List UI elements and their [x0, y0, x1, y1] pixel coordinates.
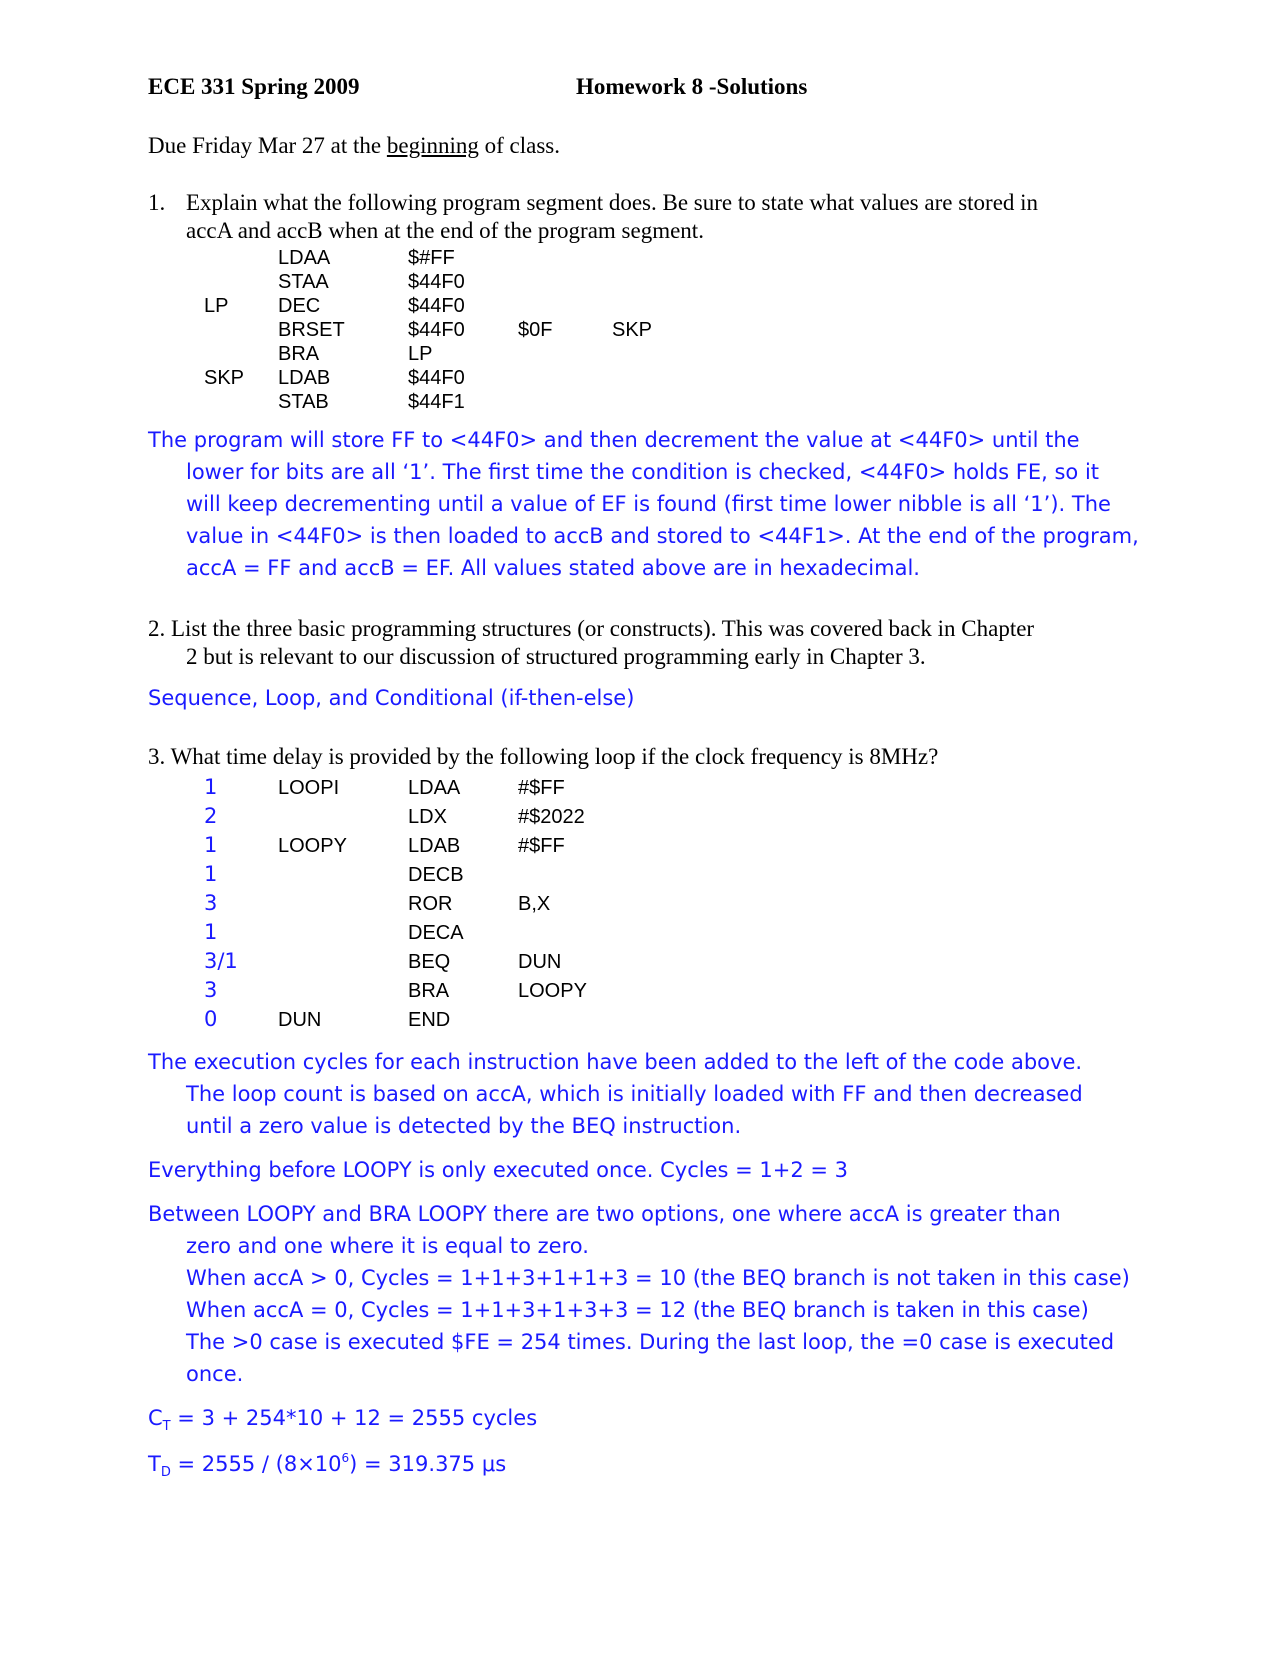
- q3-line1: 3. What time delay is provided by the following loop if the clock frequency is 8MHz?: [148, 744, 939, 769]
- code-arg: SKP: [612, 319, 653, 341]
- code-op: END: [408, 1009, 451, 1031]
- delay-exponent: 6: [341, 1451, 350, 1465]
- code-op: STAA: [278, 271, 329, 293]
- answer-line: The program will store FF to <44F0> and then decrement the value at <44F0> until the: [148, 428, 1080, 452]
- code-op: LDAB: [278, 367, 331, 389]
- cycle-count: 3: [204, 978, 218, 1002]
- answer-line: When accA > 0, Cycles = 1+1+3+1+1+3 = 10 (the BEQ branch is not taken in this case): [186, 1266, 1130, 1290]
- code-op: LDAB: [408, 835, 461, 857]
- due-line: [148, 133, 560, 159]
- answer-line: The execution cycles for each instruction have been added to the left of the code above.: [148, 1050, 1083, 1074]
- cycle-count: 0: [204, 1007, 218, 1031]
- q2-line1: 2. List the three basic programming structures (or constructs). This was covered back in Chapter: [148, 616, 1035, 641]
- answer-line: When accA = 0, Cycles = 1+1+3+1+3+3 = 12 (the BEQ branch is taken in this case): [186, 1298, 1089, 1322]
- course-title: ECE 331 Spring 2009: [148, 74, 360, 99]
- delay-symbol: T: [148, 1452, 161, 1476]
- cycle-count: 3: [204, 891, 218, 915]
- code-op: LDAA: [408, 777, 461, 799]
- cycle-count: 1: [204, 833, 218, 857]
- cycle-count: 3/1: [204, 949, 238, 973]
- page-title: Homework 8 -Solutions: [576, 74, 808, 99]
- code-label: LOOPI: [278, 777, 340, 799]
- code-op: BRA: [278, 343, 320, 365]
- code-label: DUN: [278, 1009, 322, 1031]
- code-arg: $44F0: [408, 271, 465, 293]
- due-after: of class.: [478, 133, 561, 158]
- code-arg: #$FF: [518, 835, 565, 857]
- answer-line: The loop count is based on accA, which is initially loaded with FF and then decreased: [186, 1082, 1083, 1106]
- due-emphasis: beginning: [386, 133, 479, 158]
- answer-line: until a zero value is detected by the BEQ instruction.: [186, 1114, 742, 1138]
- q2-line2: 2 but is relevant to our discussion of structured programming early in Chapter 3.: [186, 644, 926, 669]
- answer-line: accA = FF and accB = EF. All values stated above are in hexadecimal.: [186, 556, 920, 580]
- code-arg: #$FF: [518, 777, 565, 799]
- cycle-count: 2: [204, 804, 218, 828]
- code-arg: $44F0: [408, 319, 465, 341]
- total-subscript: T: [162, 1419, 171, 1434]
- code-arg: #$2022: [518, 806, 585, 828]
- time-delay: [148, 1451, 507, 1480]
- code-arg: LP: [408, 343, 433, 365]
- code-label: SKP: [204, 367, 245, 389]
- code-op: BRA: [408, 980, 450, 1002]
- q1-line1: Explain what the following program segment does. Be sure to state what values are stored in: [186, 190, 1039, 215]
- code-arg: $44F1: [408, 391, 465, 413]
- cycle-count: 1: [204, 775, 218, 799]
- code-op: ROR: [408, 893, 453, 915]
- code-op: DEC: [278, 295, 321, 317]
- q1-number: 1.: [148, 190, 166, 215]
- answer-line: The >0 case is executed $FE = 254 times. During the last loop, the =0 case is executed: [186, 1330, 1115, 1354]
- code-label: LP: [204, 295, 229, 317]
- code-op: DECA: [408, 922, 464, 944]
- code-op: DECB: [408, 864, 464, 886]
- code-arg: $0F: [518, 319, 553, 341]
- answer-line: Everything before LOOPY is only executed once. Cycles = 1+2 = 3: [148, 1158, 849, 1182]
- due-before: Due Friday Mar 27 at the: [148, 133, 387, 158]
- cycle-count: 1: [204, 862, 218, 886]
- code-op: STAB: [278, 391, 329, 413]
- delay-expression-b: ) = 319.375 μs: [349, 1452, 507, 1476]
- answer-line: lower for bits are all ‘1’. The first time the condition is checked, <44F0> holds FE, so it: [186, 460, 1100, 484]
- code-op: BRSET: [278, 319, 345, 341]
- code-arg: $44F0: [408, 367, 465, 389]
- q2-answer: Sequence, Loop, and Conditional (if-then-else): [148, 686, 635, 710]
- answer-line: will keep decrementing until a value of EF is found (first time lower nibble is all ‘1’). The: [186, 492, 1111, 516]
- q1-line2: accA and accB when at the end of the program segment.: [186, 218, 704, 243]
- code-op: LDX: [408, 806, 447, 828]
- delay-subscript: D: [160, 1465, 171, 1480]
- cycle-count: 1: [204, 920, 218, 944]
- total-expression: = 3 + 254*10 + 12 = 2555 cycles: [170, 1406, 538, 1430]
- code-arg: $#FF: [408, 247, 455, 269]
- code-arg: B,X: [518, 893, 551, 915]
- delay-expression-a: = 2555 / (8×10: [170, 1452, 342, 1476]
- code-arg: DUN: [518, 951, 562, 973]
- code-arg: $44F0: [408, 295, 465, 317]
- code-arg: LOOPY: [518, 980, 587, 1002]
- answer-line: Between LOOPY and BRA LOOPY there are two options, one where accA is greater than: [148, 1202, 1061, 1226]
- code-op: LDAA: [278, 247, 331, 269]
- answer-line: value in <44F0> is then loaded to accB and stored to <44F1>. At the end of the program,: [186, 524, 1139, 548]
- answer-line: once.: [186, 1362, 244, 1386]
- total-symbol: C: [148, 1406, 163, 1430]
- code-label: LOOPY: [278, 835, 347, 857]
- code-op: BEQ: [408, 951, 451, 973]
- total-cycles: [148, 1406, 538, 1434]
- answer-line: zero and one where it is equal to zero.: [186, 1234, 589, 1258]
